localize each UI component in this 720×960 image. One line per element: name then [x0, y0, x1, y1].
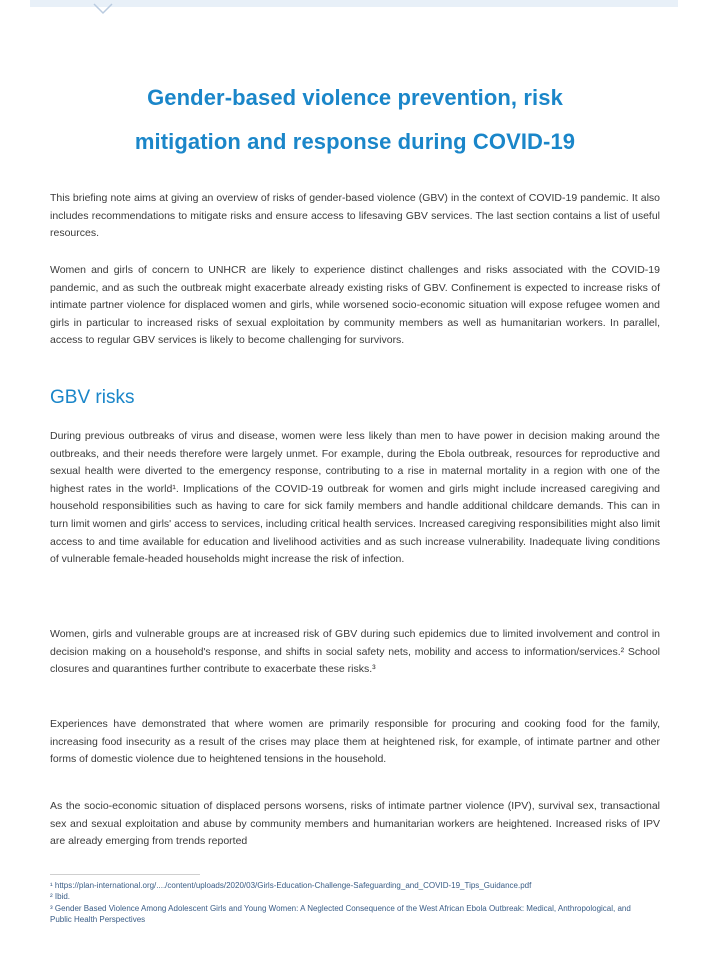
body-paragraph: During previous outbreaks of virus and disease, women were less likely than men to have power in decision making around the outbreaks, and their needs therefore were largely unmet. For example, during the Ebola outbreak, resources for reproductive and sexual health were diverted to the emergency response, contributing to a rise in maternal mortality in a region with one of the highest rates in the world¹. Implications of the COVID-19 outbreak for women and girls might include increased caregiving and household responsibilities such as having to care for sick family members and handle additional childcare demands. This can in turn limit women and girls' access to services, including critical health services. Increased caregiving responsibilities might also limit access to and time available for education and livelihood activities and as such increase vulnerability. Inadequate living conditions of vulnerable female-headed households might increase the risk of infection. [50, 430, 660, 566]
document-title [50, 76, 660, 164]
footnote-3[interactable]: ³ Gender Based Violence Among Adolescent Girls and Young Women: A Neglected Consequence of the West African Ebola Outbreak: Medical, Anthropological, and Public Health Perspectives [50, 903, 631, 925]
header-band [30, 0, 678, 7]
intro-paragraph: This briefing note aims at giving an overview of risks of gender-based violence (GBV) in the context of COVID-19 pandemic. It also includes recommendations to mitigate risks and ensure access to lifesaving GBV services. The last section contains a list of useful resources. [50, 192, 660, 240]
footnotes [50, 880, 650, 926]
footnote-2: ² Ibid. [50, 892, 71, 902]
chevron-down-icon [92, 2, 114, 16]
title-line-1: Gender-based violence prevention, risk [147, 85, 563, 110]
footnote-divider [50, 874, 200, 875]
section-heading: GBV risks [50, 387, 135, 408]
body-paragraph: Women, girls and vulnerable groups are at increased risk of GBV during such epidemics due to limited involvement and control in decision making on a household's response, and shifts in social safety nets, mobility and access to information/services.² School closures and quarantines further contribute to exacerbate these risks.³ [50, 628, 660, 676]
footnote-1[interactable]: ¹ https://plan-international.org/..../content/uploads/2020/03/Girls-Education-Challenge-Safeguarding_and_COVID-19_Tips_Guidance.pdf [50, 881, 532, 890]
body-paragraph: As the socio-economic situation of displaced persons worsens, risks of intimate partner violence (IPV), survival sex, transactional sex and sexual exploitation and abuse by community members and humanitarian workers are heightened. Increased risks of IPV are already emerging from trends reported [50, 800, 660, 848]
title-line-2: mitigation and response during COVID-19 [134, 129, 576, 154]
intro-paragraph: Women and girls of concern to UNHCR are likely to experience distinct challenges and risks associated with the COVID-19 pandemic, and as such the outbreak might exacerbate already existing risks of GBV. Confinement is expected to increase risks of intimate partner violence for displaced women and girls, while worsened socio-economic situation will expose refugee women and girls in particular to increased risks of sexual exploitation by community members as well as humanitarian workers. In parallel, access to regular GBV services is likely to become challenging for survivors. [50, 264, 660, 347]
body-paragraph: Experiences have demonstrated that where women are primarily responsible for procuring and cooking food for the family, increasing food insecurity as a result of the crises may place them at heightened risk, for example, of intimate partner and other forms of domestic violence due to heightened tensions in the household. [50, 718, 660, 766]
